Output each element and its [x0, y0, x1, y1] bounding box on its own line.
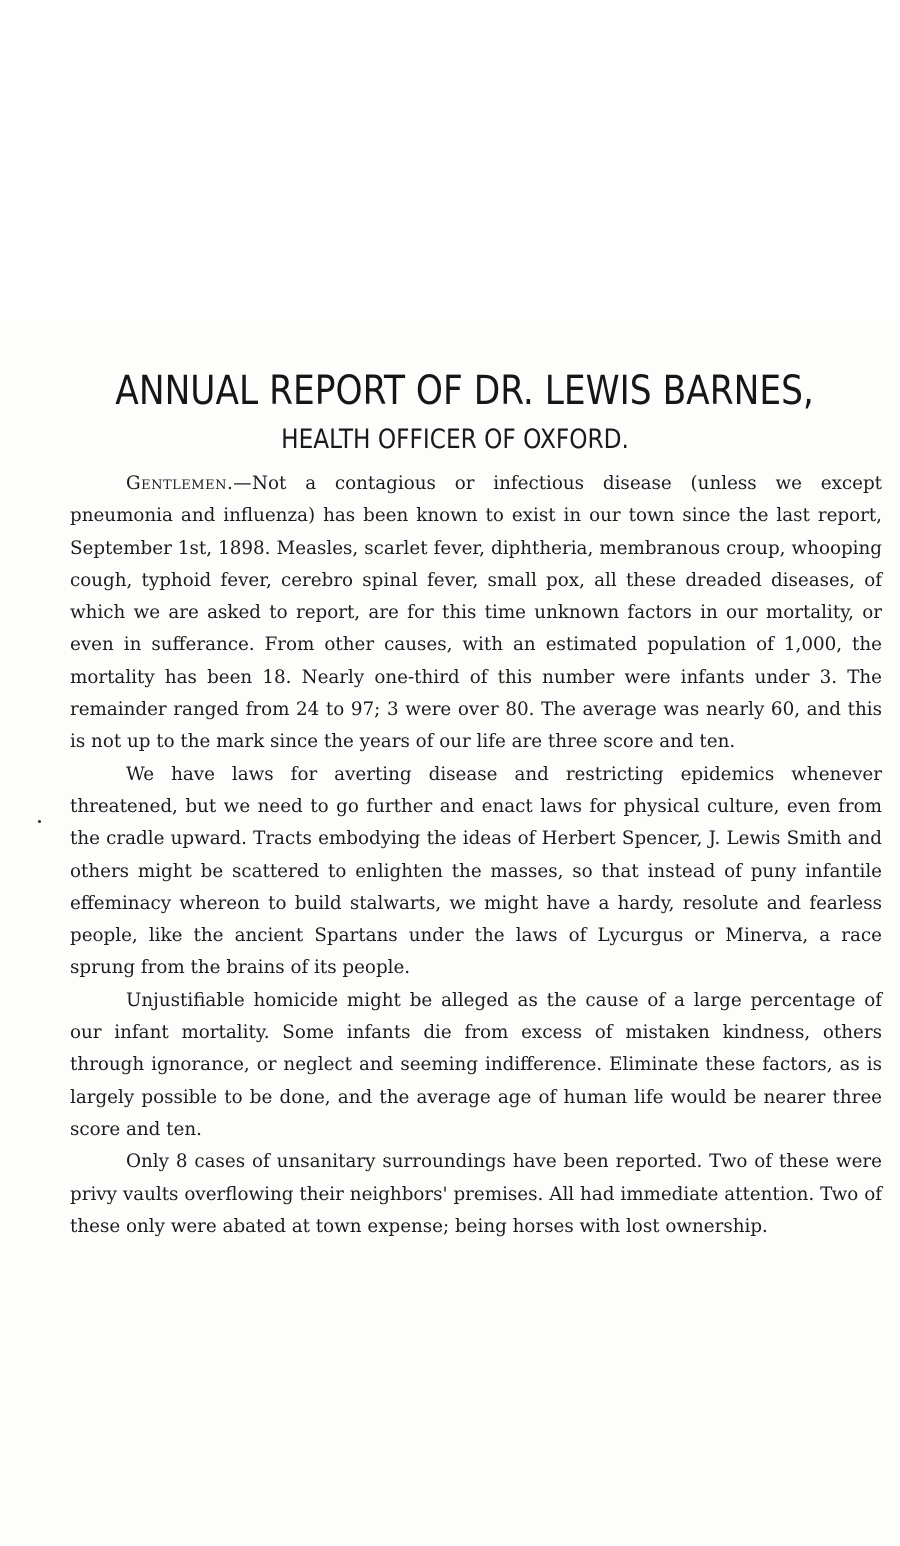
paragraph-2: We have laws for averting disease and restricting epidemics whenever threatened, but we need to go further and enact laws for physical culture, even from the cradle upward. Tracts embodying the ideas of Herbert Spencer, J. Lewis Smith and others might be scattered to enlighten the masses, so that instead of puny infantile effeminacy whereon to build stalwarts, we might have a hardy, resolute and fearless people, like the ancient Spartans under the laws of Lycurgus or Minerva, a race sprung from the brains of its people.: [70, 763, 882, 979]
ink-speck: [38, 820, 41, 823]
report-subtitle: HEALTH OFFICER OF OXFORD.: [281, 424, 629, 455]
salutation: Gentlemen.—: [126, 473, 253, 494]
report-body: [70, 468, 882, 1243]
report-title: ANNUAL REPORT OF DR. LEWIS BARNES,: [115, 368, 814, 414]
paragraph-4: Only 8 cases of unsanitary surroundings have been reported. Two of these were privy vaults overflowing their neighbors' premises. All had immediate attention. Two of these only were abated at town expense; being horses with lost ownership.: [70, 1151, 882, 1237]
paragraph-3: Unjustifiable homicide might be alleged as the cause of a large percentage of our infant mortality. Some infants die from excess of mistaken kindness, others through ignorance, or neglect and seeming indifference. Eliminate these factors, as is largely possible to be done, and the average age of human life would be nearer three score and ten.: [70, 989, 882, 1140]
paragraph-1: [70, 468, 882, 759]
paragraph-1-text: Not a contagious or infectious disease (unless we except pneumonia and influenza) has been known to exist in our town since the last report, September 1st, 1898. Measles, scarlet fever, diphtheria, membranous croup, whooping cough, typhoid fever, cerebro spinal fever, small pox, all these dreaded diseases, of which we are asked to report, are for this time unknown factors in our mortality, or even in sufferance. From other causes, with an estimated population of 1,000, the mortality has been 18. Nearly one-third of this number were infants under 3. The remainder ranged from 24 to 97; 3 were over 80. The average was nearly 60, and this is not up to the mark since the years of our life are three score and ten.: [70, 473, 882, 753]
